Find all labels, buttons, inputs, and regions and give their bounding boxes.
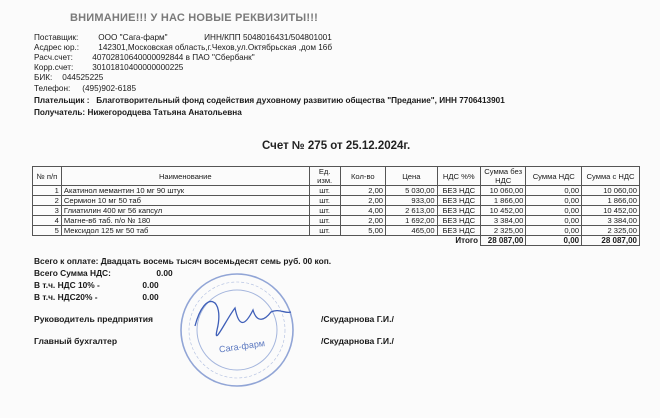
table-row (33, 226, 640, 236)
row-vat-sum: 0,00 (526, 206, 582, 216)
table-row (33, 186, 640, 196)
accountant-label: Главный бухгалтер (34, 336, 118, 346)
col-header-sum-with-vat: Сумма с НДС (582, 167, 640, 186)
address-value: 142301,Московская область,г.Чехов,ул.Октябрьская ,дом 16б (98, 43, 333, 52)
row-unit: шт. (309, 206, 340, 216)
vat10-label: В т.ч. НДС 10% - (34, 280, 100, 290)
row-number: 4 (33, 216, 62, 226)
bik-line (34, 73, 103, 83)
row-number: 1 (33, 186, 62, 196)
row-qty: 4,00 (340, 206, 385, 216)
row-name: Сермион 10 мг 50 таб (61, 196, 309, 206)
recipient-value: Нижегородцева Татьяна Анатольевна (87, 108, 242, 117)
row-price: 5 030,00 (386, 186, 438, 196)
col-header-sum-no-vat: Сумма без НДС (480, 167, 525, 186)
row-qty: 2,00 (340, 216, 385, 226)
bik-value: 044525225 (62, 73, 104, 82)
table-row (33, 206, 640, 216)
row-vat-sum: 0,00 (526, 216, 582, 226)
account-line (34, 53, 255, 63)
row-sum-no-vat: 10 060,00 (480, 186, 525, 196)
vat20-value: 0.00 (142, 292, 159, 302)
col-header-unit: Ед. изм. (309, 167, 340, 186)
row-unit: шт. (309, 186, 340, 196)
row-vat-sum: 0,00 (526, 196, 582, 206)
row-name: Акатинол мемантин 10 мг 90 штук (61, 186, 309, 196)
row-unit: шт. (309, 196, 340, 206)
vat-total-label: Всего Сумма НДС: (34, 268, 111, 278)
vat10-value: 0.00 (142, 280, 159, 290)
recipient-line (34, 108, 242, 118)
row-sum-no-vat: 3 384,00 (480, 216, 525, 226)
row-name: Магне-в6 таб. п/о № 180 (61, 216, 309, 226)
invoice-table (32, 166, 640, 246)
row-price: 1 692,00 (386, 216, 438, 226)
row-vat-rate: БЕЗ НДС (437, 186, 480, 196)
row-sum-with-vat: 10 060,00 (582, 186, 640, 196)
phone-line (34, 84, 136, 94)
row-qty: 5,00 (340, 226, 385, 236)
corr-label: Корр.счет: (34, 63, 74, 72)
table-row (33, 196, 640, 206)
total-sum-with-vat: 28 087,00 (582, 236, 640, 246)
table-row (33, 216, 640, 226)
row-number: 5 (33, 226, 62, 236)
supplier-label: Поставщик: (34, 33, 79, 42)
row-sum-with-vat: 3 384,00 (582, 216, 640, 226)
row-price: 933,00 (386, 196, 438, 206)
row-vat-rate: БЕЗ НДС (437, 226, 480, 236)
row-sum-with-vat: 10 452,00 (582, 206, 640, 216)
address-line (34, 43, 332, 53)
account-value: 40702810640000092844 в ПАО "Сбербанк" (92, 53, 255, 62)
row-vat-rate: БЕЗ НДС (437, 206, 480, 216)
row-qty: 2,00 (340, 196, 385, 206)
total-sum-no-vat: 28 087,00 (480, 236, 525, 246)
col-header-qty: Кол-во (340, 167, 385, 186)
payer-value: Благотворительный фонд содействия духовному развитию общества "Предание", ИНН 7706413901 (96, 96, 505, 105)
corr-value: 30101810400000000225 (92, 63, 184, 72)
vat-total-value: 0.00 (156, 268, 173, 278)
col-header-name: Наименование (61, 167, 309, 186)
row-vat-sum: 0,00 (526, 186, 582, 196)
stamp-text: Сага-фарм (218, 338, 266, 355)
row-vat-rate: БЕЗ НДС (437, 216, 480, 226)
corr-account-line (34, 63, 183, 73)
director-label: Руководитель предприятия (34, 314, 154, 324)
supplier-value: ООО "Сага-фарм" (98, 33, 168, 42)
supplier-line (34, 33, 332, 43)
address-label: Асдрес юр.: (34, 43, 80, 52)
vat-total-line (34, 268, 173, 279)
table-header-row (33, 167, 640, 186)
requisites-notice: ВНИМАНИЕ!!! У НАС НОВЫЕ РЕКВИЗИТЫ!!! (70, 12, 318, 24)
inn-kpp: ИНН/КПП 5048016431/504801001 (204, 33, 332, 42)
row-number: 2 (33, 196, 62, 206)
row-sum-with-vat: 1 866,00 (582, 196, 640, 206)
col-header-vat-sum: Сумма НДС (526, 167, 582, 186)
director-name: /Скударнова Г.И./ (321, 314, 394, 324)
col-header-price: Цена (386, 167, 438, 186)
col-header-number: № п/п (33, 167, 62, 186)
total-label: Итого (455, 236, 478, 246)
recipient-label: Получатель: (34, 108, 86, 117)
row-unit: шт. (309, 216, 340, 226)
col-header-vat-rate: НДС %% (437, 167, 480, 186)
company-stamp (175, 268, 295, 388)
row-vat-sum: 0,00 (526, 226, 582, 236)
bik-label: БИК: (34, 73, 53, 82)
row-vat-rate: БЕЗ НДС (437, 196, 480, 206)
row-unit: шт. (309, 226, 340, 236)
accountant-name: /Скударнова Г.И./ (321, 336, 394, 346)
row-sum-no-vat: 1 866,00 (480, 196, 525, 206)
account-label: Расч.счет: (34, 53, 73, 62)
payer-line (34, 96, 505, 106)
row-price: 2 613,00 (386, 206, 438, 216)
phone-label: Телефон: (34, 84, 71, 93)
invoice-title: Счет № 275 от 25.12.2024г. (262, 140, 411, 152)
pay-total-text: Всего к оплате: Двадцать восемь тысяч восемьдесят семь руб. 00 коп. (34, 256, 332, 266)
row-sum-no-vat: 2 325,00 (480, 226, 525, 236)
row-name: Мексидол 125 мг 50 таб (61, 226, 309, 236)
vat10-line (34, 280, 159, 291)
phone-value: (495)902-6185 (82, 84, 136, 93)
table-total-row (33, 236, 640, 246)
payer-label: Плательщик : (34, 96, 90, 105)
total-vat-sum: 0,00 (526, 236, 582, 246)
row-number: 3 (33, 206, 62, 216)
row-name: Глиатилин 400 мг 56 капсул (61, 206, 309, 216)
row-qty: 2,00 (340, 186, 385, 196)
row-sum-with-vat: 2 325,00 (582, 226, 640, 236)
vat20-line (34, 292, 159, 303)
row-sum-no-vat: 10 452,00 (480, 206, 525, 216)
vat20-label: В т.ч. НДС20% - (34, 292, 98, 302)
row-price: 465,00 (386, 226, 438, 236)
